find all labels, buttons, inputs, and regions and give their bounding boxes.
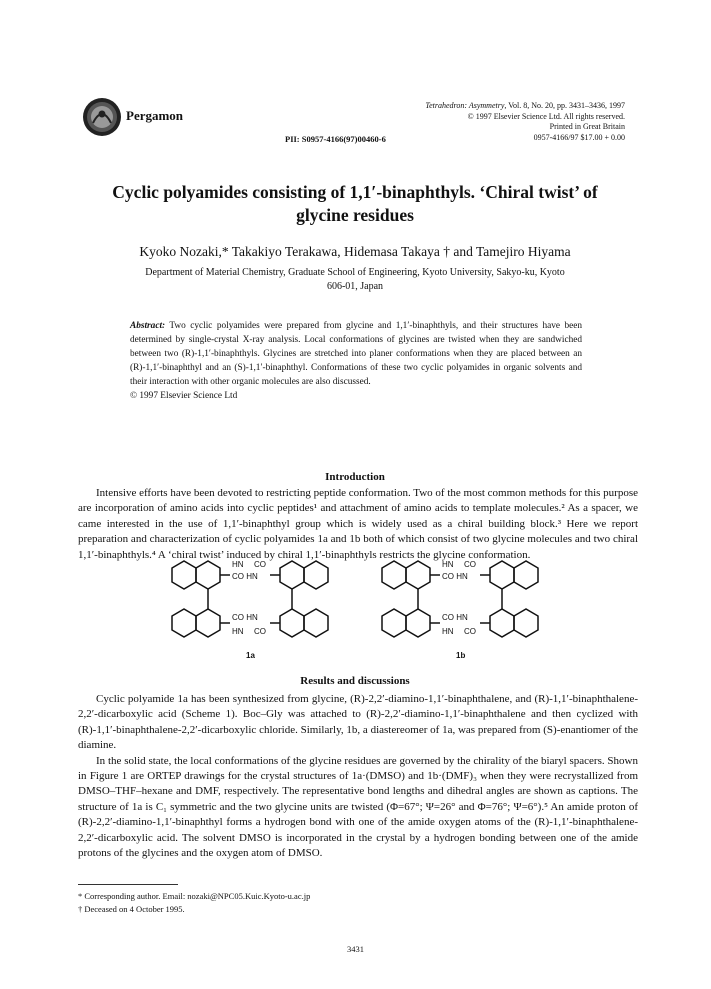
introduction-heading: Introduction <box>325 471 385 483</box>
1b-low-co-hn: CO HN <box>442 613 468 622</box>
label-1a: 1a <box>246 651 255 660</box>
authors: Kyoko Nozaki,* Takakiyo Terakawa, Hidemasa Takaya † and Tamejiro Hiyama <box>139 244 571 259</box>
abstract-text: Two cyclic polyamides were prepared from glycine and 1,1′-binaphthyls, and their structures have been determined by single-crystal X-ray analysis. Local conformations of glycines are twisted when they are sandwiched between two (R)-1,1′-binaphthyls. Glycines are stretched into planer conformations when they are placed between an (R)-1,1′-binaphthyl and an (S)-1,1′-binaphthyl. Conformations of these two cyclic polyamides in organic solvents and their interaction with other organic molecules are also discussed. <box>130 321 582 387</box>
copyright-line: © 1997 Elsevier Science Ltd. All rights reserved. <box>467 111 625 121</box>
abstract-copyright: © 1997 Elsevier Science Ltd <box>130 391 238 401</box>
footnote-rule <box>78 884 178 885</box>
page-number: 3431 <box>347 944 364 954</box>
results-heading: Results and discussions <box>300 675 410 687</box>
results-paragraph-2: In the solid state, the local conformations of the glycine residues are governed by the chirality of the biaryl spacers. Shown in Figure 1 are ORTEP drawings for the crystal structures of 1a·(DMSO) and 1b·(DMF)₃ when they were recrystallized from DMSO–THF–hexane and DMF, respectively. The representative bond lengths and dihedral angles are shown as captions. The structure of 1a is C₁ symmetric and the two glycine units are twisted (Φ=67°; Ψ=26° and Φ=76°; Ψ=6°).⁵ An amide proton of (R)-2,2′-diamino-1,1′-binaphthyl forms a hydrogen bond with one of the amide oxygen atoms of the (R)-1,1′-binaphthalene-2,2′-dicarboxylic acid. The solvent DMSO is incorporated in the crystal by a hydrogen bonding between one of the amide protons of the glycines and the oxygen atom of DMSO. <box>78 754 638 860</box>
affiliation-line-2: 606-01, Japan <box>326 281 384 292</box>
publisher-name: Pergamon <box>126 108 184 123</box>
1b-mid-co-hn: CO HN <box>442 572 468 581</box>
1a-bottom-hn: HN <box>232 627 244 636</box>
1a-bottom-co: CO <box>254 627 266 636</box>
pii: PII: S0957-4166(97)00460-6 <box>285 134 386 144</box>
paper-title <box>70 181 640 227</box>
label-1b: 1b <box>456 651 466 660</box>
issn-price: 0957-4166/97 $17.00 + 0.00 <box>533 132 625 142</box>
results-body <box>78 692 638 861</box>
affiliation <box>70 266 640 294</box>
introduction-paragraph: Intensive efforts have been devoted to restricting peptide conformation. Two of the most common methods for this purpose are incorporation of amino acids into cyclic peptides¹ and attachment of amino acids to template molecules.² As a spacer, we came interested in the use of 1,1′-binaphthyl group which is widely used as a chiral building block.³ Here we report preparation and characterization of cyclic polyamides 1a and 1b both of which consist of two glycine molecules and two chiral 1,1′-binaphthyls.⁴ A ‘chiral twist’ induced by chiral 1,1′-binaphthyls restricts the glycine conformation. <box>78 487 638 561</box>
footnotes <box>78 890 638 916</box>
1b-bottom-hn: HN <box>442 627 454 636</box>
results-paragraph-1: Cyclic polyamide 1a has been synthesized from glycine, (R)-2,2′-diamino-1,1′-binaphthalene, and (R)-1,1′-binaphthalene-2,2′-dicarboxylic acid (Scheme 1). Boc–Gly was attached to (R)-2,2′-diamino-1,1′-binaphthalene and then cyclized with (R)-1,1′-binaphthalene-2,2′-dicarboxylic chloride. Similarly, 1b, a diastereomer of 1a, was prepared from (S)-enantiomer of the diamine. <box>78 693 638 752</box>
footnote-corresponding: * Corresponding author. Email: nozaki@NPC05.Kuic.Kyoto-u.ac.jp <box>78 891 311 901</box>
printed-line: Printed in Great Britain <box>549 122 625 131</box>
introduction-body <box>78 486 638 563</box>
footnote-deceased: † Deceased on 4 October 1995. <box>78 904 185 914</box>
publisher-logo <box>82 97 122 137</box>
journal-volume: , Vol. 8, No. 20, pp. 3431–3436, 1997 <box>504 101 625 110</box>
1b-top-co: CO <box>464 560 476 569</box>
1a-top-hn: HN <box>232 560 244 569</box>
affiliation-line-1: Department of Material Chemistry, Graduate School of Engineering, Kyoto University, Sakyo-ku, Kyoto <box>145 267 565 278</box>
abstract <box>130 319 582 403</box>
1b-bottom-co: CO <box>464 627 476 636</box>
journal-name: Tetrahedron: Asymmetry <box>425 101 505 110</box>
1b-top-hn: HN <box>442 560 454 569</box>
1a-low-co-hn: CO HN <box>232 613 258 622</box>
title-line-1: Cyclic polyamides consisting of 1,1′-binaphthyls. ‘Chiral twist’ of <box>112 182 598 202</box>
chemical-structures-figure <box>150 558 570 668</box>
abstract-label: Abstract: <box>130 321 166 331</box>
journal-info <box>425 101 625 143</box>
1a-top-co: CO <box>254 560 266 569</box>
1a-mid-co-hn: CO HN <box>232 572 258 581</box>
title-line-2: glycine residues <box>296 205 414 225</box>
